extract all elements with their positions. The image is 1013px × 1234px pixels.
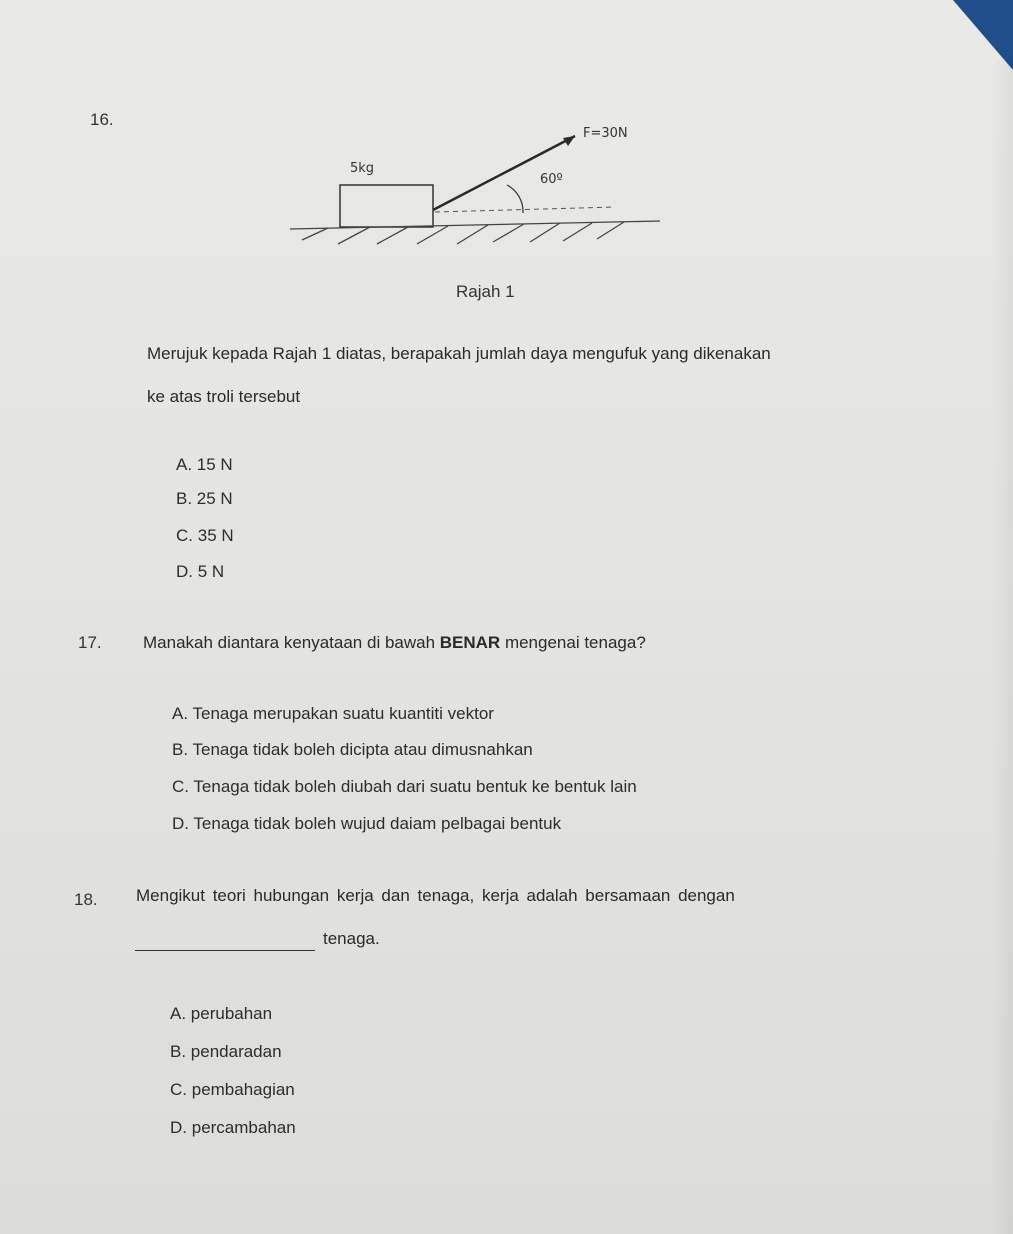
option-text: Tenaga tidak boleh diubah dari suatu bentuk ke bentuk lain	[193, 777, 637, 796]
option-text: 25 N	[196, 489, 233, 508]
question-17-option-b[interactable]	[172, 740, 533, 760]
figure-rajah-1	[280, 115, 680, 265]
option-letter: B.	[172, 740, 189, 759]
option-letter: A.	[170, 1004, 187, 1023]
option-letter: C.	[172, 777, 189, 796]
option-letter: A.	[176, 455, 193, 474]
question-16-number: 16.	[90, 110, 114, 129]
force-label: F=30N	[583, 126, 628, 141]
option-text: pendaradan	[190, 1042, 282, 1061]
option-text: 15 N	[196, 455, 233, 474]
question-16-option-b[interactable]	[176, 489, 233, 509]
question-18-option-d[interactable]	[170, 1118, 296, 1138]
question-17-stem-bold: BENAR	[439, 633, 501, 652]
question-18-stem-line1: Mengikut teori hubungan kerja dan tenaga, kerja adalah bersamaan dengan	[136, 886, 735, 905]
option-letter: B.	[170, 1042, 187, 1061]
question-18-stem-line2: tenaga.	[323, 929, 380, 948]
option-letter: D.	[176, 562, 193, 581]
question-18-number: 18.	[74, 890, 98, 909]
question-17-number: 17.	[78, 633, 102, 652]
ground-line	[290, 221, 660, 229]
page-edge-shadow	[991, 60, 1013, 1234]
question-18-option-b[interactable]	[170, 1042, 282, 1062]
option-letter: B.	[176, 489, 193, 508]
question-18-option-c[interactable]	[170, 1080, 295, 1100]
option-letter: C.	[176, 526, 193, 545]
option-letter: D.	[170, 1118, 187, 1137]
question-18-option-a[interactable]	[170, 1004, 272, 1024]
angle-label: 60º	[540, 172, 563, 187]
question-17-option-a[interactable]	[172, 704, 494, 724]
option-letter: A.	[172, 704, 189, 723]
option-text: 35 N	[197, 526, 234, 545]
option-letter: D.	[172, 814, 189, 833]
question-16-stem-line1: Merujuk kepada Rajah 1 diatas, berapakah jumlah daya mengufuk yang dikenakan	[147, 344, 771, 363]
question-17-stem	[143, 633, 646, 653]
option-text: 5 N	[197, 562, 225, 581]
option-text: Tenaga tidak boleh wujud daiam pelbagai bentuk	[193, 814, 562, 833]
question-17-stem-before: Manakah diantara kenyataan di bawah	[143, 633, 440, 652]
option-text: pembahagian	[191, 1080, 295, 1099]
question-16-option-a[interactable]	[176, 455, 233, 475]
option-letter: C.	[170, 1080, 187, 1099]
mass-label: 5kg	[350, 161, 375, 176]
option-text: perubahan	[190, 1004, 273, 1023]
question-17-stem-after: mengenai tenaga?	[500, 633, 646, 652]
question-17-option-d[interactable]	[172, 814, 561, 834]
question-16-option-d[interactable]	[176, 562, 224, 582]
answer-blank[interactable]	[135, 950, 315, 951]
question-17-option-c[interactable]	[172, 777, 637, 797]
question-16-stem-line2: ke atas troli tersebut	[147, 387, 301, 406]
angle-arc	[507, 185, 523, 213]
figure-caption: Rajah 1	[456, 282, 515, 301]
trolley-block	[340, 185, 433, 227]
option-text: Tenaga merupakan suatu kuantiti vektor	[192, 704, 494, 723]
option-text: percambahan	[191, 1118, 296, 1137]
question-16-option-c[interactable]	[176, 526, 234, 546]
horizontal-reference-line	[435, 207, 615, 212]
option-text: Tenaga tidak boleh dicipta atau dimusnahkan	[192, 740, 533, 759]
